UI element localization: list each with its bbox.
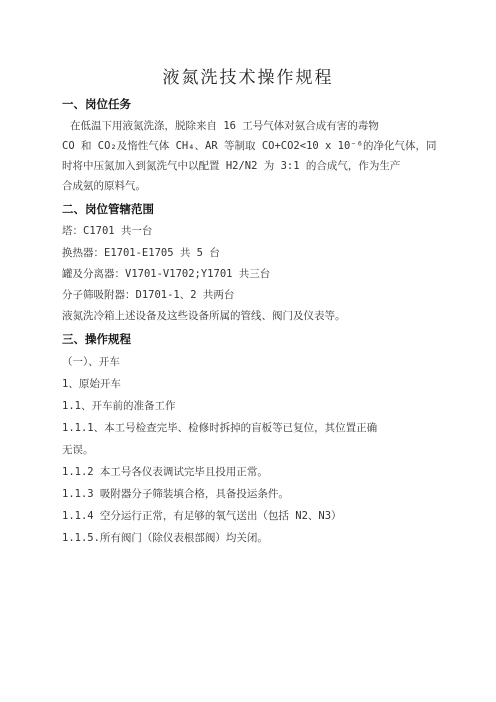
scope-line: 分子筛吸附器：D1701-1、2 共两台	[62, 289, 235, 301]
procedure-line: 1.1.1、本工号检查完毕、检修时拆掉的盲板等已复位，其位置正确	[62, 422, 378, 434]
section-heading-2: 二、岗位管辖范围	[62, 202, 154, 216]
section-heading-1: 一、岗位任务	[62, 97, 131, 111]
section-1-paragraph-line: 时将中压氮加入到氮洗气中以配置 H2/N2 为 3:1 的合成气，作为生产	[62, 160, 401, 172]
procedure-line: 1.1.4 空分运行正常，有足够的氧气送出（包括 N2、N3）	[62, 510, 342, 522]
section-1-paragraph-line: 合成氨的原料气。	[62, 180, 146, 192]
scope-line: 换热器：E1701-E1705 共 5 台	[62, 247, 220, 259]
procedure-line: 1.1.3 吸附器分子筛装填合格，具备投运条件。	[62, 488, 289, 500]
document-title: 液氮洗技术操作规程	[162, 68, 334, 88]
scope-line: 塔：C1701 共一台	[62, 225, 153, 237]
section-heading-3: 三、操作规程	[62, 332, 131, 346]
procedure-line: 1.1、开车前的准备工作	[62, 400, 176, 412]
procedure-line: 1.1.5.所有阀门（除仪表根部阀）均关闭。	[62, 532, 268, 544]
scope-line: 液氮洗冷箱上述设备及这些设备所属的管线、阀门及仪表等。	[62, 310, 346, 322]
procedure-line: （一）、开车	[62, 356, 120, 368]
section-1-paragraph-line: 在低温下用液氮洗涤，脱除来自 16 工号气体对氨合成有害的毒物	[70, 120, 379, 132]
procedure-line: 无误。	[62, 444, 94, 456]
scope-line: 罐及分离器：V1701-V1702;Y1701 共三台	[62, 268, 271, 280]
procedure-line: 1.1.2 本工号各仪表调试完毕且投用正常。	[62, 466, 268, 478]
section-1-paragraph-line: CO 和 CO₂及惰性气体 CH₄、AR 等制取 CO+CO2<10 x 10⁻⁶的净化气体，同	[62, 140, 437, 152]
procedure-line: 1、原始开车	[62, 378, 121, 390]
